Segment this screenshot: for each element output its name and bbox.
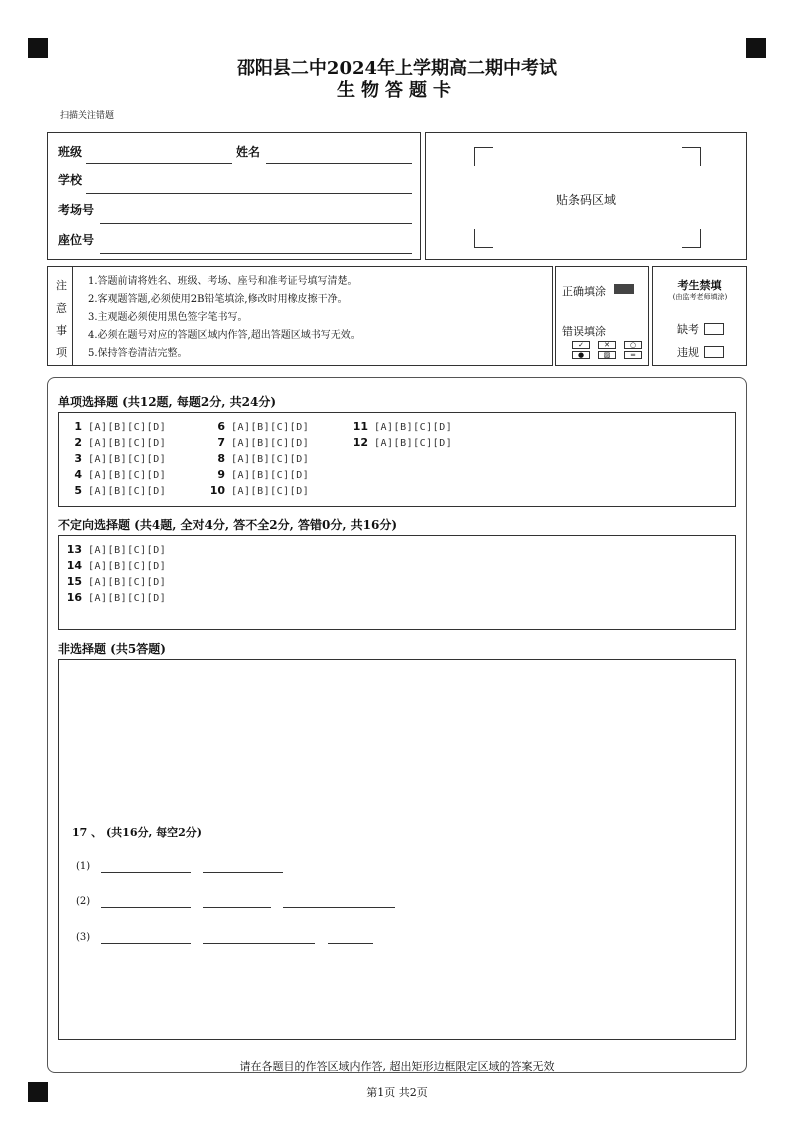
boundary-note: 请在各题目的作答区域内作答, 超出矩形边框限定区域的答案无效 (239, 1060, 555, 1073)
sheet-title: 生物答题卡 (337, 80, 457, 101)
note-line: 2.客观题答题,必须使用2B铅笔填涂,修改时用橡皮擦干净。 (88, 294, 348, 305)
answer-options[interactable]: [A][B][C][D] (88, 561, 167, 572)
barcode-corner-bl (474, 229, 493, 248)
blank-label: (2) (76, 896, 91, 907)
notes-side-char: 项 (56, 346, 67, 359)
answer-options[interactable]: [A][B][C][D] (231, 470, 310, 481)
scan-text: 扫描关注错题 (60, 111, 115, 121)
answer-options[interactable]: [A][B][C][D] (231, 454, 310, 465)
notes-side-char: 意 (56, 302, 67, 315)
question-number: 14 (66, 559, 82, 572)
question-row[interactable] (62, 484, 166, 497)
question-row[interactable] (62, 591, 166, 604)
proctor-title: 考生禁填 (677, 279, 722, 292)
answer-blank[interactable] (101, 943, 191, 944)
question-number: 6 (217, 420, 225, 433)
answer-blank[interactable] (203, 907, 271, 908)
section3-box (58, 659, 736, 1040)
wrong-fill-cross-icon: ✕ (598, 341, 616, 349)
wrong-fill-circle-icon: ○ (624, 341, 642, 349)
school-label: 学校 (58, 173, 83, 187)
seat-field[interactable] (100, 253, 412, 254)
question-row[interactable] (62, 420, 166, 433)
question-number: 3 (74, 452, 82, 465)
absent-label: 缺考 (677, 323, 699, 336)
answer-blank[interactable] (101, 872, 191, 873)
proctor-box (652, 266, 747, 366)
answer-options[interactable]: [A][B][C][D] (88, 545, 167, 556)
section3-title: 非选择题 (共5答题) (58, 642, 166, 656)
note-line: 1.答题前请将姓名、班级、考场、座号和准考证号填写清楚。 (88, 276, 358, 287)
notes-side-char: 注 (56, 279, 67, 292)
note-line: 5.保持答卷清洁完整。 (88, 348, 188, 359)
question-row[interactable] (62, 575, 166, 588)
question-17-label: 17 、 (共16分, 每空2分) (72, 826, 202, 839)
answer-blank[interactable] (203, 943, 315, 944)
answer-options[interactable]: [A][B][C][D] (88, 454, 167, 465)
question-number: 13 (66, 543, 82, 556)
section2-title: 不定向选择题 (共4题, 全对4分, 答不全2分, 答错0分, 共16分) (58, 518, 398, 532)
name-label: 姓名 (236, 145, 261, 159)
violate-checkbox[interactable] (704, 346, 724, 358)
name-field[interactable] (266, 163, 412, 164)
answer-options[interactable]: [A][B][C][D] (88, 422, 167, 433)
question-row[interactable] (62, 452, 166, 465)
question-row[interactable] (62, 543, 166, 556)
question-number: 10 (209, 484, 225, 497)
answer-options[interactable]: [A][B][C][D] (231, 438, 310, 449)
seat-label: 座位号 (58, 233, 95, 247)
answer-blank[interactable] (328, 943, 373, 944)
question-number: 5 (74, 484, 82, 497)
question-row[interactable] (62, 559, 166, 572)
question-row[interactable] (205, 436, 309, 449)
school-field[interactable] (86, 193, 412, 194)
question-row[interactable] (205, 420, 309, 433)
question-number: 8 (217, 452, 225, 465)
violate-label: 违规 (677, 346, 699, 359)
class-field[interactable] (86, 163, 232, 164)
question-row[interactable] (348, 436, 452, 449)
question-number: 12 (352, 436, 368, 449)
question-number: 1 (74, 420, 82, 433)
question-number: 11 (352, 420, 368, 433)
barcode-corner-tr (682, 147, 701, 166)
answer-blank[interactable] (203, 872, 283, 873)
student-info-box (47, 132, 421, 260)
answer-options[interactable]: [A][B][C][D] (231, 422, 310, 433)
notes-divider (72, 266, 73, 366)
proctor-sub: (由监考老师填涂) (672, 293, 728, 301)
note-line: 3.主观题必须使用黑色签字笔书写。 (88, 312, 248, 323)
question-number: 7 (217, 436, 225, 449)
answer-options[interactable]: [A][B][C][D] (374, 438, 453, 449)
barcode-corner-tl (474, 147, 493, 166)
absent-checkbox[interactable] (704, 323, 724, 335)
answer-blank[interactable] (101, 907, 191, 908)
question-row[interactable] (62, 468, 166, 481)
question-row[interactable] (205, 452, 309, 465)
blank-label: (1) (76, 861, 91, 872)
question-number: 9 (217, 468, 225, 481)
class-label: 班级 (58, 145, 83, 159)
wrong-fill-check-icon: ✓ (572, 341, 590, 349)
wrong-fill-lines-icon: ═ (624, 351, 642, 359)
room-field[interactable] (100, 223, 412, 224)
question-number: 2 (74, 436, 82, 449)
question-number: 4 (74, 468, 82, 481)
correct-fill-sample (614, 284, 634, 294)
answer-options[interactable]: [A][B][C][D] (374, 422, 453, 433)
answer-options[interactable]: [A][B][C][D] (231, 486, 310, 497)
question-number: 15 (66, 575, 82, 588)
answer-options[interactable]: [A][B][C][D] (88, 470, 167, 481)
correct-fill-label: 正确填涂 (562, 285, 606, 298)
question-row[interactable] (205, 468, 309, 481)
wrong-fill-label: 错误填涂 (562, 325, 606, 338)
notes-side-char: 事 (56, 324, 67, 337)
wrong-fill-dot-icon: ● (572, 351, 590, 359)
blank-label: (3) (76, 932, 91, 943)
answer-options[interactable]: [A][B][C][D] (88, 486, 167, 497)
question-number: 16 (66, 591, 82, 604)
page-number: 第1页 共2页 (366, 1086, 428, 1099)
answer-options[interactable]: [A][B][C][D] (88, 577, 167, 588)
room-label: 考场号 (58, 203, 95, 217)
barcode-label: 贴条码区域 (555, 193, 616, 207)
question-row[interactable] (205, 484, 309, 497)
note-line: 4.必须在题号对应的答题区域内作答,超出答题区域书写无效。 (88, 330, 361, 341)
barcode-corner-br (682, 229, 701, 248)
question-row[interactable] (348, 420, 452, 433)
answer-blank[interactable] (283, 907, 395, 908)
exam-title: 邵阳县二中2024年上学期高二期中考试 (236, 58, 558, 79)
answer-options[interactable]: [A][B][C][D] (88, 593, 167, 604)
section1-title: 单项选择题 (共12题, 每题2分, 共24分) (58, 395, 276, 409)
question-row[interactable] (62, 436, 166, 449)
answer-options[interactable]: [A][B][C][D] (88, 438, 167, 449)
barcode-box (425, 132, 747, 260)
fill-example-box (555, 266, 649, 366)
wrong-fill-hatch-icon: ▨ (598, 351, 616, 359)
